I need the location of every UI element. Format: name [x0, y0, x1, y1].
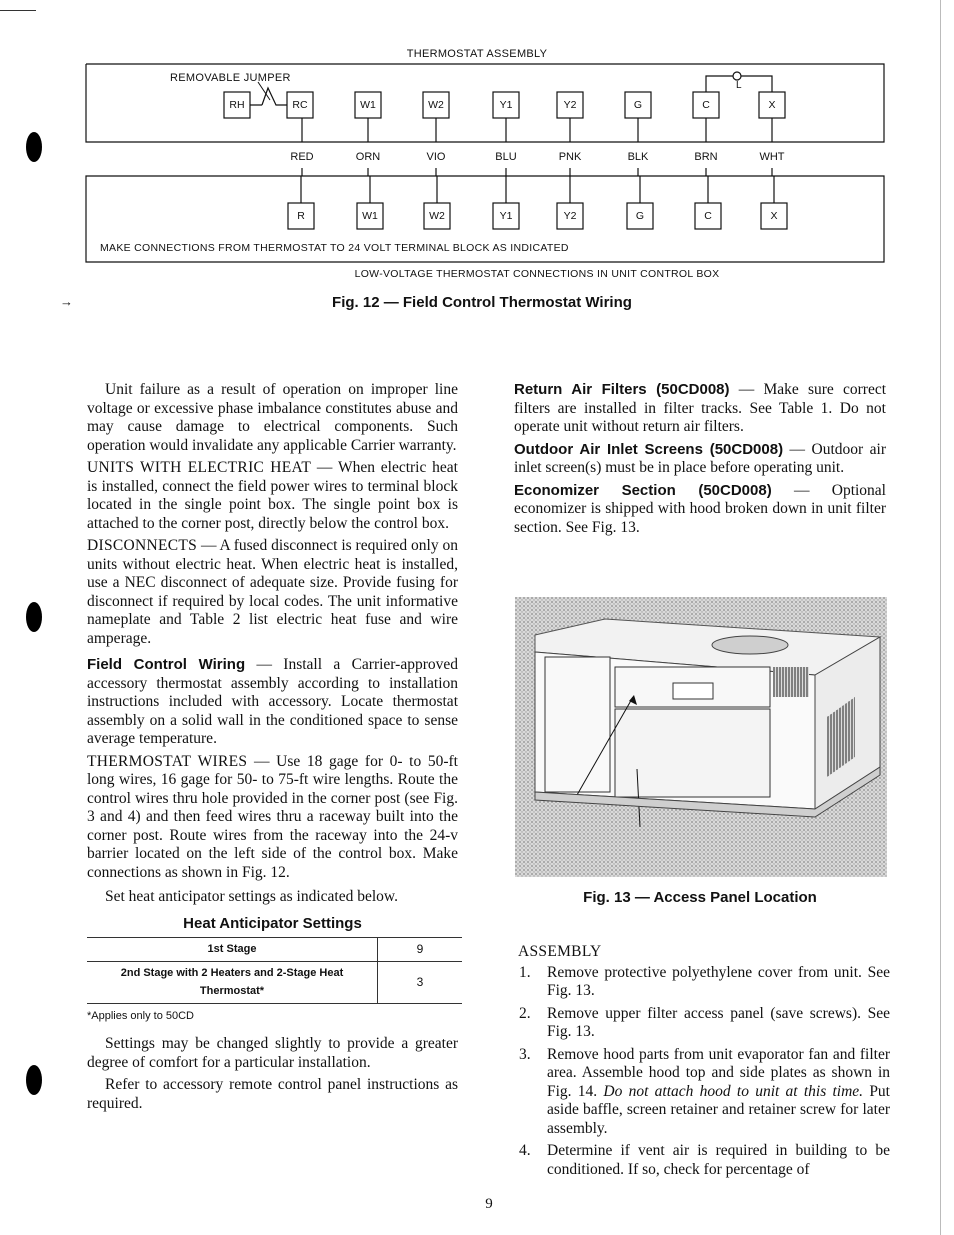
step-text: Remove upper filter access panel (save screws). See Fig. 13. [547, 1004, 890, 1040]
step-text: Remove hood parts from unit evaporator fan and filter area. Assemble hood top and side plates as shown in Fig. 14. [547, 1045, 890, 1100]
step-text-tail: Put aside baffle, screen retainer and retainer screw for later assembly. [547, 1082, 890, 1137]
economizer-paragraph: Economizer Section (50CD008) — Optional economizer is shipped with hood broken down in unit filter section. See Fig. 13. [514, 481, 886, 536]
list-item [514, 1046, 890, 1139]
outdoor-air-paragraph: Outdoor Air Inlet Screens (50CD008) — Outdoor air inlet screen(s) must be in place before operating unit. [514, 440, 886, 476]
wire-color-label: BLU [495, 151, 517, 163]
field-control-heading: Field Control Wiring [87, 656, 246, 673]
control-box-panel [545, 657, 610, 792]
return-air-body: Make sure correct filters are installed in filter tracks. See Table 1. Do not operate unit without return air filters. [514, 381, 887, 435]
electric-heat-paragraph: UNITS WITH ELECTRIC HEAT — When electric heat is installed, connect the field power wires to terminal block located in the single point box. The single point box is attached to the corner post, directly below the control box. [87, 459, 458, 532]
fig13-caption: Fig. 13 — Access Panel Location [583, 889, 817, 906]
access-panel-photo [515, 597, 887, 877]
set-heat-line: Set heat anticipator settings as indicated below. [105, 888, 398, 905]
control-box-terminal-label: Y1 [499, 210, 513, 222]
disconnects-paragraph: DISCONNECTS — A fused disconnect is required only on units without electric heat. When electric heat is installed, use a NEC disconnect of adequate size. Provide fusing for disconnect if required by local codes. The unit informative nameplate and Table 2 list electric heat fuse and wire amperage. [87, 537, 458, 647]
assembly-steps [514, 964, 890, 1180]
table-cell-label: 2nd Stage with 2 Heaters and 2-Stage Heat Thermostat* [87, 961, 378, 1003]
step-number: 4. [519, 1142, 531, 1159]
return-air-heading: Return Air Filters (50CD008) [514, 381, 730, 398]
thermostat-terminal-label: X [768, 99, 776, 111]
wire-color-label: WHT [759, 151, 785, 163]
corner-rule [0, 10, 36, 11]
thermostat-terminal-label: W2 [428, 99, 444, 111]
wire-color-label: BRN [694, 151, 718, 163]
wire-color-label: BLK [627, 151, 649, 163]
l-label: L [736, 80, 742, 91]
wire-color-label: PNK [558, 151, 582, 163]
list-item [514, 1142, 890, 1179]
electric-heat-body: When electric heat is installed, connect the field power wires to terminal block located in the single point box. The single point box is attached to the corner post, directly below the control box. [87, 459, 458, 532]
right-column [514, 381, 886, 541]
fig12-instruction: MAKE CONNECTIONS FROM THERMOSTAT TO 24 VOLT TERMINAL BLOCK AS INDICATED [100, 242, 569, 254]
thermostat-wiring-diagram [0, 60, 954, 270]
jumper-label: REMOVABLE JUMPER [170, 72, 291, 84]
wire-color-label: RED [290, 151, 314, 163]
control-box-terminal-label: G [635, 210, 645, 222]
assembly-heading: ASSEMBLY [518, 943, 602, 960]
list-item [514, 964, 890, 1001]
fan-grille [712, 636, 788, 654]
binder-hole-3 [26, 1065, 42, 1095]
thermostat-terminal-label: Y1 [499, 99, 513, 111]
control-box-terminal-label: R [297, 210, 305, 222]
field-control-body: Install a Carrier-approved accessory thermostat assembly according to installation instructions included with accessory. Locate thermostat assembly on a solid wall in the conditioned space to sense average temperature. [87, 656, 458, 747]
link-node [733, 72, 741, 80]
economizer-heading: Economizer Section (50CD008) [514, 481, 772, 499]
step-emphasis: Do not attach hood to unit at this time. [603, 1082, 864, 1100]
economizer-body: Optional economizer is shipped with hood broken down in unit filter section. See Fig. 13. [514, 481, 886, 536]
electric-heat-heading: UNITS WITH ELECTRIC HEAT [87, 459, 312, 476]
heat-anticipator-table [87, 937, 462, 1004]
wire-color-label: ORN [355, 151, 381, 163]
table-title: Heat Anticipator Settings [183, 914, 362, 932]
control-box-terminal-label: X [770, 210, 778, 222]
control-box-terminal-label: W1 [362, 210, 378, 222]
thermostat-wires-paragraph: THERMOSTAT WIRES — Use 18 gage for 0- to 50-ft long wires, 16 gage for 50- to 75-ft wire lengths. Route the control wires thru hole provided in the corner post (see Fig. 3 and 4) and then feed wires thru a raceway built into the corner post. Route wires from the raceway into the 24-v barrier located on the left side of the control box. Make connections as shown in Fig. 12. [87, 752, 458, 881]
fig12-caption: Fig. 12 — Field Control Thermostat Wiring [332, 294, 632, 311]
outdoor-air-heading: Outdoor Air Inlet Screens (50CD008) [514, 440, 784, 458]
thermostat-wires-heading: THERMOSTAT WIRES [87, 752, 248, 770]
thermostat-terminal-label: RH [229, 99, 245, 111]
fig12-top-label: THERMOSTAT ASSEMBLY [406, 48, 548, 60]
condenser-grille-left [773, 667, 809, 697]
step-number: 2. [519, 1004, 531, 1022]
step-text: Determine if vent air is required in building to be conditioned. If so, check for percentage of [547, 1142, 890, 1178]
field-control-paragraph: Field Control Wiring — Install a Carrier-approved accessory thermostat assembly according to installation instructions included with accessory. Locate thermostat assembly on a solid wall in the conditioned space to sense average temperature. [87, 656, 458, 747]
wire-color-label: VIO [426, 151, 446, 163]
table-cell-value: 3 [378, 961, 463, 1003]
step-text: Remove protective polyethylene cover from unit. See Fig. 13. [547, 963, 890, 999]
jumper-pointer [258, 82, 270, 100]
refer-paragraph: Refer to accessory remote control panel instructions as required. [87, 1076, 458, 1112]
warranty-paragraph: Unit failure as a result of operation on improper line voltage or excessive phase imbalance constitutes abuse and may cause damage to electrical components. Such operation would invalidate any applicable Carrier warranty. [87, 381, 458, 454]
table-row [87, 961, 462, 1003]
thermostat-terminal-label: G [633, 99, 643, 111]
arrow-marker: → [60, 294, 73, 309]
thermostat-terminal-label: C [702, 99, 710, 111]
thermostat-terminal-label: Y2 [563, 99, 577, 111]
list-item [514, 1005, 890, 1042]
page-number: 9 [485, 1196, 493, 1212]
fig12-bottom-label: LOW-VOLTAGE THERMOSTAT CONNECTIONS IN UNIT CONTROL BOX [354, 268, 720, 280]
control-box-terminal-label: C [704, 210, 712, 222]
return-air-paragraph: Return Air Filters (50CD008) — Make sure correct filters are installed in filter tracks. See Table 1. Do not operate unit without return air filters. [514, 381, 887, 435]
disconnects-body: A fused disconnect is required only on units without electric heat. When electric heat is installed, use a NEC disconnect of adequate size. Provide fusing for disconnect if required by local codes. The unit informative nameplate and Table 2 list electric heat fuse and wire amperage. [87, 537, 458, 647]
step-number: 3. [519, 1045, 531, 1063]
control-box-terminal-label: W2 [429, 210, 445, 222]
table-cell-value: 9 [378, 938, 463, 962]
panel-label-plate [673, 683, 713, 699]
settings-paragraph: Settings may be changed slightly to provide a greater degree of comfort for a particular installation. [87, 1035, 458, 1071]
binder-hole-2 [26, 602, 42, 632]
thermostat-terminal-label: RC [292, 99, 308, 111]
removable-jumper [250, 88, 287, 105]
assembly-section [514, 943, 890, 1183]
thermostat-wires-body: Use 18 gage for 0- to 50-ft long wires, 16 gage for 50- to 75-ft wire lengths. Route the control wires thru hole provided in the corner post (see Fig. 3 and 4) and then feed wires thru a raceway built into the corner post. Route wires from the raceway into the 24-v barrier located on the left side of the control box. Make connections as shown in Fig. 12. [87, 752, 458, 881]
left-column [87, 381, 458, 1117]
control-box-terminal-label: Y2 [563, 210, 577, 222]
table-footnote: *Applies only to 50CD [87, 1009, 195, 1022]
table-row [87, 938, 462, 962]
step-number: 1. [519, 963, 531, 981]
disconnects-heading: DISCONNECTS [87, 537, 198, 554]
outdoor-air-body: Outdoor air inlet screen(s) must be in place before operating unit. [514, 440, 886, 476]
table-cell-label: 1st Stage [87, 938, 378, 962]
thermostat-terminal-label: W1 [360, 99, 376, 111]
